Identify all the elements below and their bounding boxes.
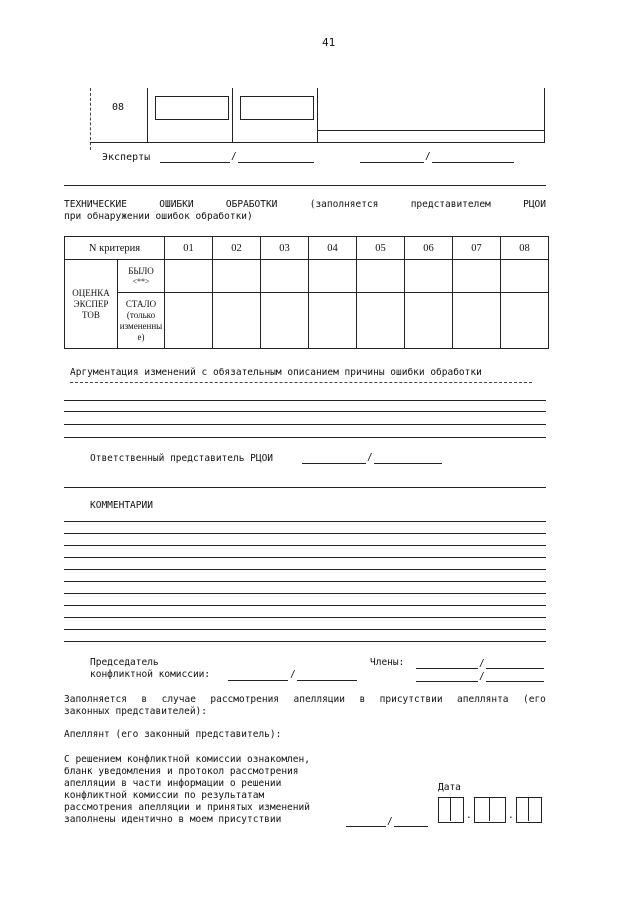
heading-word: ОШИБКИ <box>159 199 194 210</box>
right-border <box>544 88 545 142</box>
appeal-word: случае <box>161 694 196 705</box>
cell-became-04[interactable] <box>309 293 357 349</box>
cell-was-07[interactable] <box>453 260 501 293</box>
cell-was-04[interactable] <box>309 260 357 293</box>
writing-line[interactable] <box>64 437 546 438</box>
date-day-field[interactable] <box>438 797 464 823</box>
column-header: 05 <box>357 237 405 260</box>
members-label: Члены: <box>370 657 405 668</box>
signature-line[interactable] <box>416 681 478 682</box>
cell-was-03[interactable] <box>261 260 309 293</box>
tech-errors-heading <box>64 199 546 210</box>
ack-line: С решением конфликтной комиссии ознакомлен, <box>64 754 310 765</box>
row-became-label <box>118 293 165 349</box>
signature-line[interactable] <box>346 826 386 827</box>
ack-line: заполнены идентично в моем присутствии <box>64 814 282 825</box>
slash: / <box>479 671 485 682</box>
row-line <box>317 130 545 131</box>
separator-line <box>64 185 546 186</box>
heading-word: представителем <box>410 199 491 210</box>
cell-became-02[interactable] <box>213 293 261 349</box>
separator-line <box>64 487 546 488</box>
cell-was-01[interactable] <box>165 260 213 293</box>
dashed-line <box>70 382 532 383</box>
experts-score-label <box>65 260 118 349</box>
appeal-note-line1 <box>64 694 546 705</box>
digit-divider <box>489 797 490 821</box>
experts-score-text: ОЦЕНКА ЭКСПЕР ТОВ <box>72 287 110 320</box>
signature-line[interactable] <box>394 826 428 827</box>
cell-became-03[interactable] <box>261 293 309 349</box>
appeal-word: рассмотрения <box>210 694 280 705</box>
cell-became-08[interactable] <box>501 293 549 349</box>
row-was-text: БЫЛО <box>128 265 154 276</box>
slash: / <box>367 452 373 463</box>
signature-line[interactable] <box>486 681 544 682</box>
comment-writing-line[interactable] <box>64 569 546 570</box>
cell-became-01[interactable] <box>165 293 213 349</box>
appeal-note-line2: законных представителей): <box>64 706 207 717</box>
appeal-word: (его <box>523 694 546 705</box>
row-became-text: СТАЛО (только измененны е) <box>119 298 163 342</box>
chair-label-1: Председатель <box>90 657 159 668</box>
score-box[interactable] <box>155 96 229 120</box>
column-header: 04 <box>309 237 357 260</box>
criteria-header: N критерия <box>65 237 165 260</box>
slash: / <box>387 816 393 827</box>
cell-was-05[interactable] <box>357 260 405 293</box>
signature-line[interactable] <box>374 463 442 464</box>
row-bottom-line <box>90 142 545 143</box>
cell-became-06[interactable] <box>405 293 453 349</box>
comment-writing-line[interactable] <box>64 641 546 642</box>
acknowledgement-text <box>64 754 310 826</box>
appeal-word: апеллянта <box>457 694 509 705</box>
slash: / <box>425 151 431 162</box>
experts-label: Эксперты <box>102 152 151 163</box>
date-separator: . <box>466 810 472 821</box>
comment-writing-line[interactable] <box>64 617 546 618</box>
date-separator: . <box>508 810 514 821</box>
criteria-table <box>64 236 549 349</box>
argumentation-label: Аргументация изменений с обязательным описанием причины ошибки обработки <box>70 367 482 378</box>
appeal-word: в <box>141 694 148 705</box>
signature-line[interactable] <box>486 668 544 669</box>
column-header: 07 <box>453 237 501 260</box>
date-label: Дата <box>438 782 461 793</box>
digit-divider <box>450 797 451 821</box>
appeal-word: апелляции <box>293 694 345 705</box>
signature-line[interactable] <box>360 162 424 163</box>
comment-writing-line[interactable] <box>64 581 546 582</box>
column-header: 01 <box>165 237 213 260</box>
signature-line[interactable] <box>416 668 478 669</box>
comment-writing-line[interactable] <box>64 557 546 558</box>
writing-line[interactable] <box>64 424 546 425</box>
signature-line[interactable] <box>297 680 357 681</box>
tech-errors-heading-line2: при обнаружении ошибок обработки) <box>64 211 253 222</box>
row-code: 08 <box>112 102 125 113</box>
appeal-word: в <box>359 694 366 705</box>
comment-writing-line[interactable] <box>64 605 546 606</box>
cell-became-07[interactable] <box>453 293 501 349</box>
column-header: 03 <box>261 237 309 260</box>
col-divider <box>317 88 318 142</box>
page-number: 41 <box>322 36 336 49</box>
writing-line[interactable] <box>64 400 546 401</box>
heading-word: ОБРАБОТКИ <box>225 199 278 210</box>
slash: / <box>290 669 296 680</box>
cell-was-06[interactable] <box>405 260 453 293</box>
writing-line[interactable] <box>64 411 546 412</box>
date-month-field[interactable] <box>474 797 506 823</box>
signature-line[interactable] <box>432 162 514 163</box>
slash: / <box>479 658 485 669</box>
heading-word: РЦОИ <box>523 199 546 210</box>
comment-writing-line[interactable] <box>64 521 546 522</box>
comments-label: КОММЕНТАРИИ <box>90 500 153 511</box>
ack-line: апелляции в части информации о решении <box>64 778 282 789</box>
column-header: 08 <box>501 237 549 260</box>
comment-writing-line[interactable] <box>64 629 546 630</box>
row-was-note: <**> <box>132 276 150 286</box>
comment-writing-line[interactable] <box>64 533 546 534</box>
col-divider <box>147 88 148 142</box>
column-header: 02 <box>213 237 261 260</box>
cell-was-02[interactable] <box>213 260 261 293</box>
slash: / <box>231 151 237 162</box>
heading-word: (заполняется <box>309 199 379 210</box>
date-year-field[interactable] <box>516 797 542 823</box>
row-was-label <box>118 260 165 293</box>
cell-became-05[interactable] <box>357 293 405 349</box>
ack-line: конфликтной комиссии по результатам <box>64 790 265 801</box>
left-border <box>90 88 91 150</box>
cell-was-08[interactable] <box>501 260 549 293</box>
comment-writing-line[interactable] <box>64 593 546 594</box>
appeal-word: присутствии <box>379 694 443 705</box>
signature-line[interactable] <box>302 463 366 464</box>
score-box[interactable] <box>240 96 314 120</box>
col-divider <box>232 88 233 142</box>
signature-line[interactable] <box>160 162 230 163</box>
appeal-word: Заполняется <box>64 694 127 705</box>
digit-divider <box>528 797 529 821</box>
signature-line[interactable] <box>238 162 314 163</box>
column-header: 06 <box>405 237 453 260</box>
chair-label-2: конфликтной комиссии: <box>90 669 211 680</box>
signature-line[interactable] <box>228 680 288 681</box>
appellant-label: Апеллянт (его законный представитель): <box>64 729 282 740</box>
comment-writing-line[interactable] <box>64 545 546 546</box>
responsible-label: Ответственный представитель РЦОИ <box>90 453 274 464</box>
ack-line: рассмотрения апелляции и принятых изменений <box>64 802 310 813</box>
ack-line: бланк уведомления и протокол рассмотрения <box>64 766 299 777</box>
heading-word: ТЕХНИЧЕСКИЕ <box>64 199 127 210</box>
